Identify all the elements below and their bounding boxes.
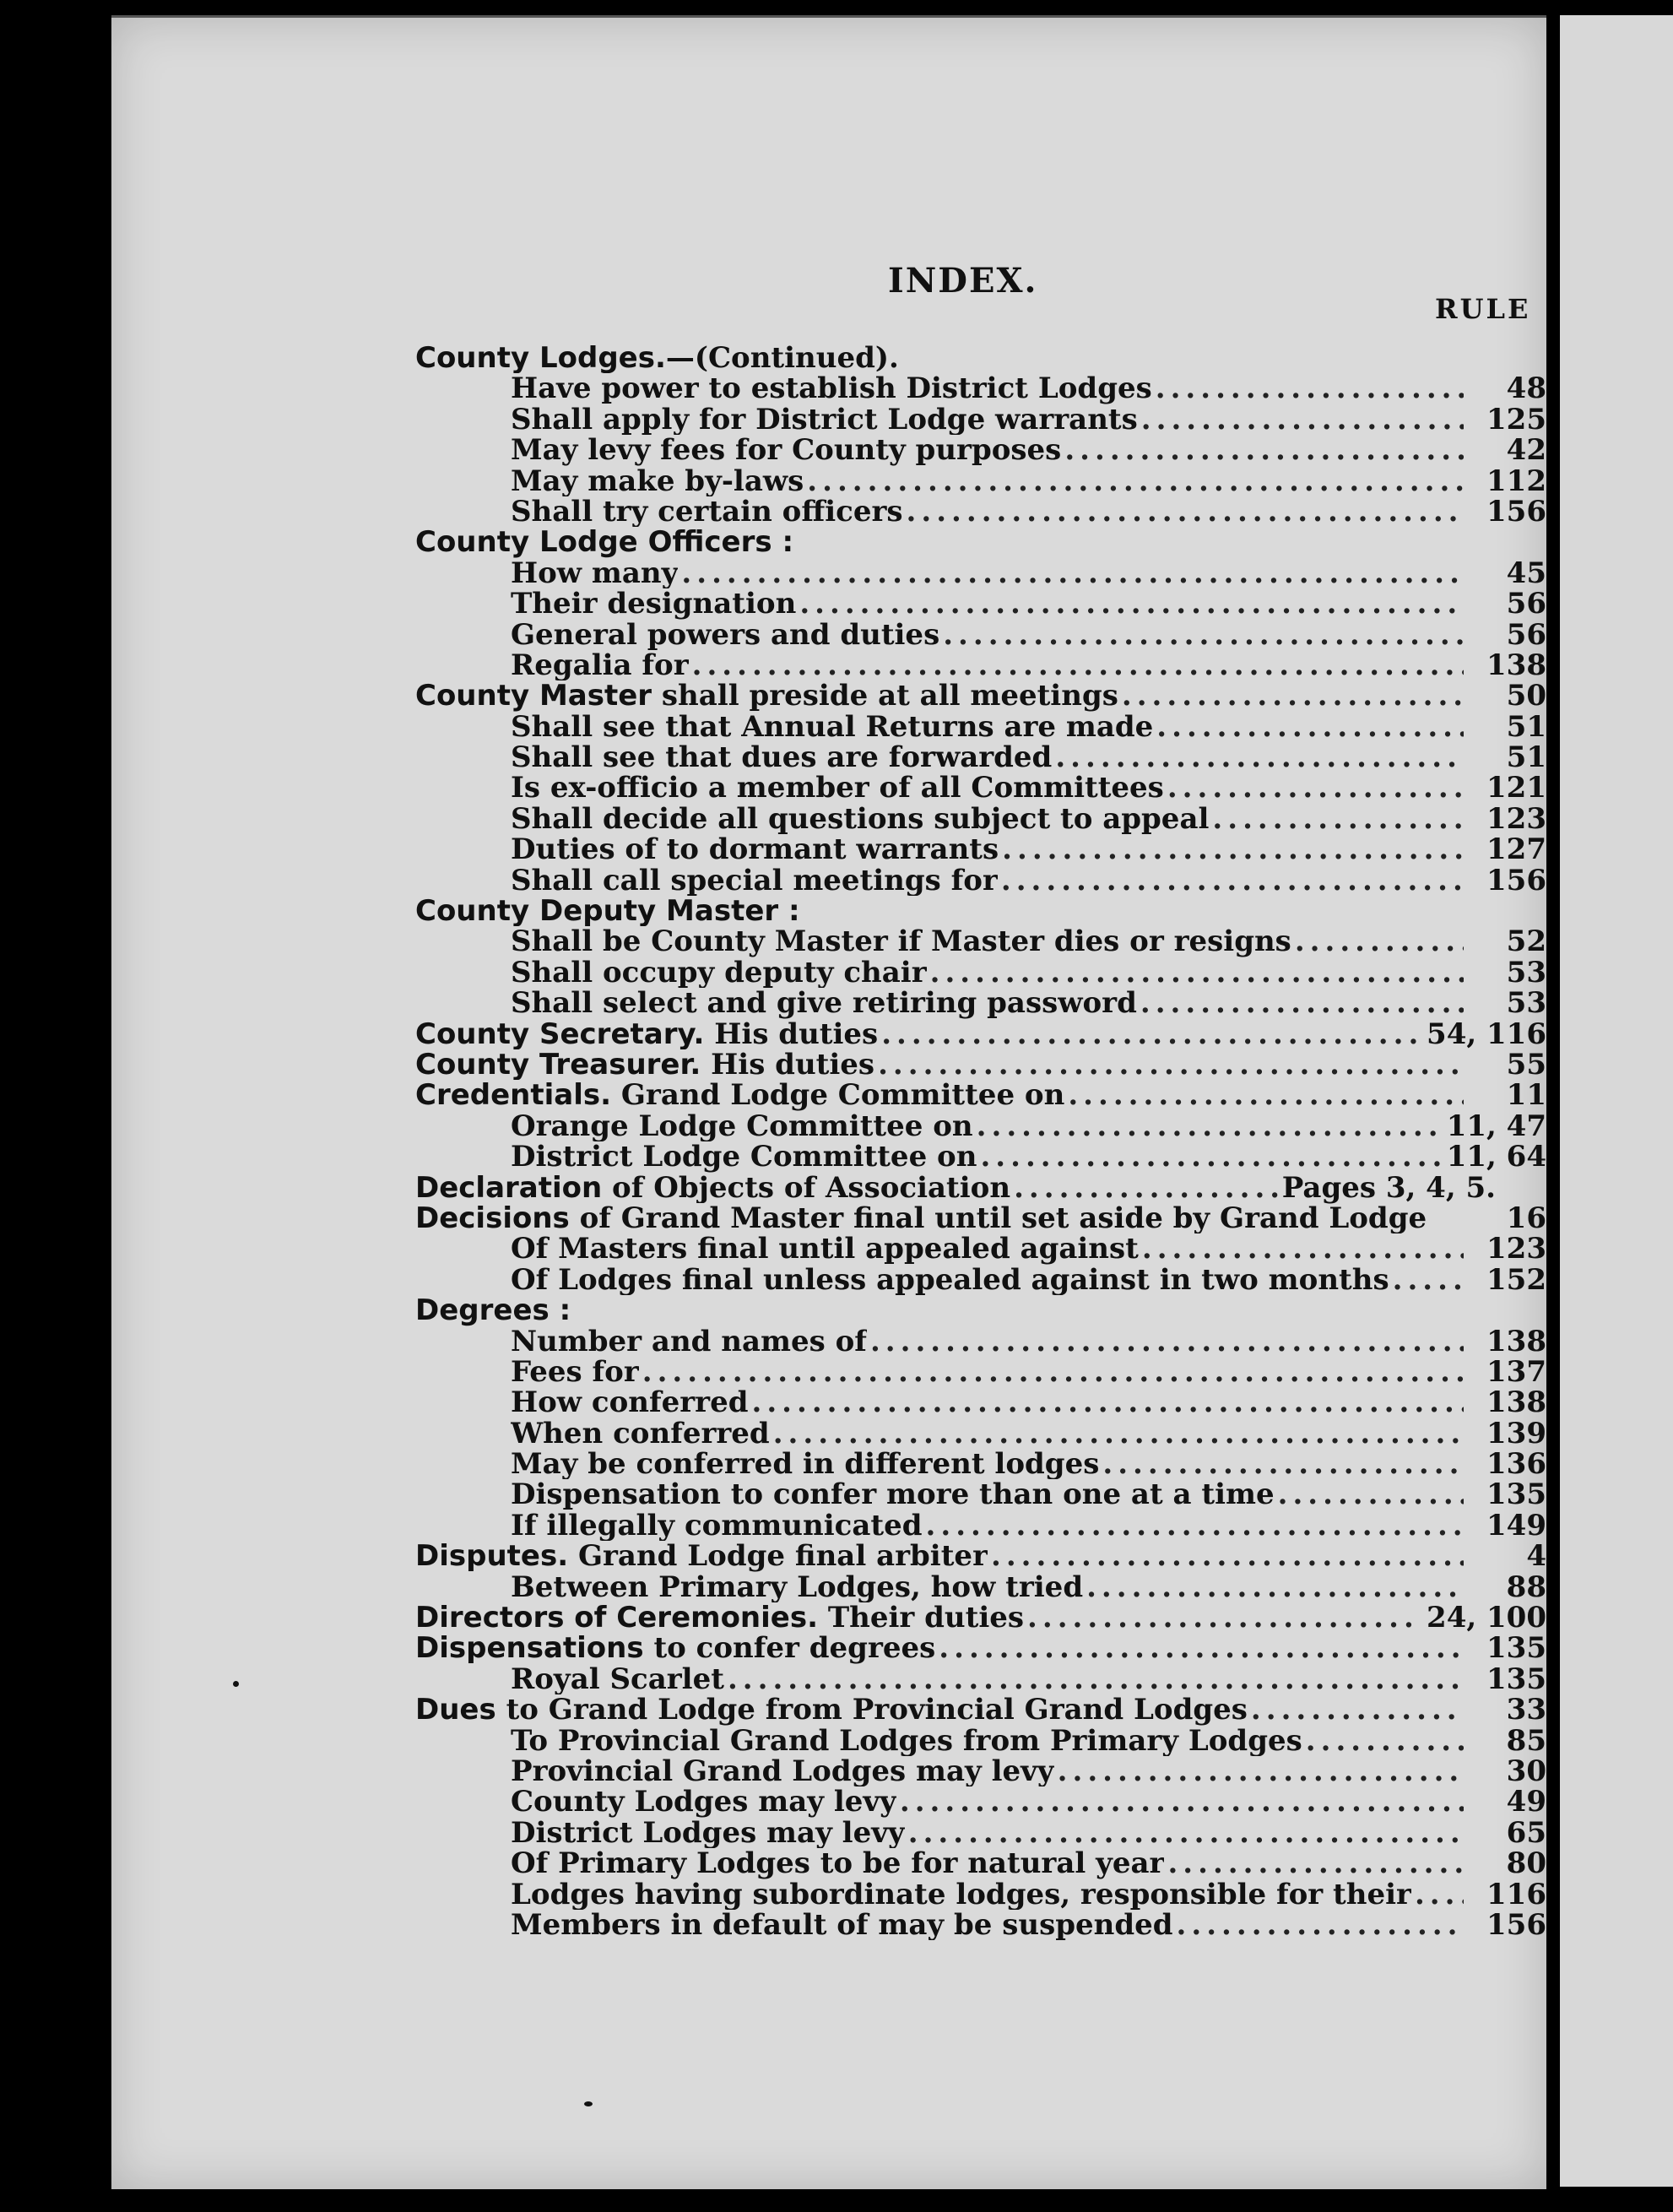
rule-number: 53 (1506, 986, 1546, 1021)
entry-text: Shall select and give retiring password (511, 988, 1137, 1019)
index-entry (415, 1479, 1546, 1510)
dot-leader (1061, 435, 1464, 465)
rule-number: 136 (1486, 1447, 1546, 1482)
entry-heading: County Lodge Officers : (415, 527, 794, 558)
dot-leader (1052, 742, 1464, 773)
dot-leader (804, 466, 1464, 496)
entry-text: —(Continued). (665, 343, 899, 374)
index-entry (415, 1326, 1546, 1357)
dot-leader (770, 1418, 1464, 1449)
entry-text: County Lodges may levy (511, 1786, 896, 1818)
rule-number: 156 (1486, 1907, 1546, 1942)
index-entry (415, 1019, 1546, 1049)
entry-text: shall preside at all meetings (652, 680, 1118, 712)
entry-text: to confer degrees (643, 1633, 936, 1664)
ink-speck (233, 1681, 239, 1687)
entry-text: His duties (704, 1018, 879, 1049)
dot-leader (1152, 373, 1464, 404)
index-entry (415, 527, 1546, 557)
scanned-page (111, 15, 1546, 2189)
rule-number: 56 (1506, 617, 1546, 652)
dot-leader (1275, 1479, 1464, 1510)
rule-number: 11 (1506, 1078, 1546, 1113)
entry-heading: Declaration (415, 1172, 603, 1203)
entry-text: Number and names of (511, 1326, 867, 1357)
dot-leader (998, 865, 1464, 896)
rule-number: 51 (1506, 709, 1546, 744)
index-entry (415, 1295, 1546, 1326)
index-entry (415, 926, 1546, 957)
dot-leader (896, 1786, 1464, 1817)
index-entry (415, 1631, 1546, 1666)
index-entry (415, 1049, 1546, 1080)
rule-number: 51 (1506, 740, 1546, 775)
entry-heading: Directors of Ceremonies. (415, 1602, 818, 1634)
entry-text: Orange Lodge Committee on (511, 1110, 973, 1142)
index-entry (415, 433, 1546, 468)
dot-leader (1064, 1080, 1464, 1110)
index-entry (415, 1141, 1546, 1172)
entry-text: May be conferred in different lodges (511, 1449, 1100, 1480)
index-entry (415, 558, 1546, 588)
dot-leader (1010, 1173, 1282, 1203)
dot-leader (977, 1141, 1439, 1172)
entry-heading: Credentials. (415, 1080, 612, 1111)
entry-text: To Provincial Grand Lodges from Primary Lodges (511, 1725, 1302, 1756)
entry-text: If illegally communicated (511, 1510, 923, 1542)
entry-text: His duties (701, 1049, 875, 1081)
dot-leader (923, 1510, 1464, 1541)
entry-text: May make by-laws (511, 465, 804, 496)
index-entry (415, 1786, 1546, 1817)
index-entry (415, 1539, 1546, 1574)
entry-text: Shall call special meetings for (511, 865, 998, 897)
index-entry (415, 1447, 1546, 1482)
index-entry (415, 801, 1546, 836)
entry-text: Shall apply for District Lodge warrants (511, 404, 1138, 436)
rule-number: 156 (1486, 863, 1546, 897)
rule-number: 127 (1486, 832, 1546, 867)
rule-number: 30 (1506, 1754, 1546, 1788)
entry-text: Shall see that Annual Returns are made (511, 711, 1154, 743)
entry-heading: County Lodges. (415, 343, 666, 374)
index-entry (415, 1233, 1546, 1264)
index-entry (415, 466, 1546, 496)
entry-text: Shall see that dues are forwarded (511, 742, 1053, 773)
entry-text: Is ex-officio a member of all Committees (511, 773, 1164, 804)
index-entry (415, 1815, 1546, 1850)
index-entry (415, 742, 1546, 773)
rule-number: 54, 116 (1427, 1017, 1546, 1051)
dot-leader (905, 1818, 1464, 1848)
index-entry (415, 1694, 1546, 1725)
rule-number: 138 (1486, 648, 1546, 682)
entry-text: Of Masters final until appealed against (511, 1233, 1139, 1265)
entry-text: Lodges having subordinate lodges, responsible for their (511, 1879, 1411, 1910)
dot-leader (1164, 1848, 1464, 1879)
index-entry (415, 404, 1546, 435)
rule-number: 152 (1486, 1262, 1546, 1297)
entry-heading: Decisions (415, 1202, 570, 1234)
entry-text: Shall occupy deputy chair (511, 957, 927, 989)
index-entry (415, 709, 1546, 744)
entry-text: General powers and duties (511, 619, 940, 650)
dot-leader (935, 1633, 1464, 1663)
entry-text: How many (511, 557, 679, 589)
rule-number: 149 (1486, 1508, 1546, 1542)
adjacent-page-edge (1560, 15, 1673, 2187)
index-entry (415, 650, 1546, 680)
index-entry (415, 1756, 1546, 1786)
entry-text: Regalia for (511, 649, 689, 681)
rule-number: 65 (1506, 1815, 1546, 1850)
entry-heading: Disputes. (415, 1541, 569, 1572)
entry-text: Of Primary Lodges to be for natural year (511, 1848, 1165, 1879)
dot-leader (1173, 1910, 1464, 1940)
entry-text: to Grand Lodge from Provincial Grand Lodges (495, 1694, 1248, 1726)
rule-number: 125 (1486, 402, 1546, 436)
rule-number: 55 (1506, 1047, 1546, 1082)
index-entry (415, 773, 1546, 803)
rule-number: 135 (1486, 1662, 1546, 1696)
entry-text: Shall be County Master if Master dies or resigns (511, 926, 1291, 957)
dot-leader (1054, 1756, 1464, 1786)
index-entry (415, 1848, 1546, 1879)
entry-text: Grand Lodge Committee on (611, 1080, 1065, 1111)
page-reference: Pages 3, 4, 5. (1281, 1170, 1496, 1205)
entry-text: of Objects of Association (602, 1172, 1011, 1203)
dot-leader (973, 1111, 1440, 1141)
index-entry (415, 343, 1546, 373)
dot-leader (1164, 773, 1464, 803)
rule-number: 16 (1506, 1201, 1546, 1235)
entry-text: Their duties (818, 1602, 1025, 1634)
index-entry (415, 834, 1546, 865)
entry-text: District Lodge Committee on (511, 1141, 977, 1173)
dot-leader (878, 1019, 1420, 1049)
page-gutter (1550, 15, 1560, 2187)
dot-leader (1291, 926, 1464, 957)
entry-heading: County Treasurer. (415, 1049, 701, 1081)
entry-text: Members in default of may be suspended (511, 1909, 1173, 1941)
index-list (415, 343, 1546, 1940)
rule-number: 156 (1486, 494, 1546, 529)
rule-number: 11, 64 (1446, 1140, 1546, 1174)
index-entry (415, 865, 1546, 896)
index-entry (415, 986, 1546, 1021)
dot-leader (1248, 1694, 1464, 1725)
entry-heading: County Secretary. (415, 1018, 705, 1049)
rule-number: 138 (1486, 1385, 1546, 1420)
index-entry (415, 1111, 1546, 1141)
rule-number: 50 (1506, 679, 1546, 713)
index-entry (415, 1664, 1546, 1694)
rule-number: 138 (1486, 1324, 1546, 1358)
rule-number: 88 (1506, 1570, 1546, 1604)
index-entry (415, 680, 1546, 711)
rule-number: 56 (1506, 587, 1546, 621)
rule-number: 137 (1486, 1354, 1546, 1389)
rule-number: 116 (1486, 1877, 1546, 1911)
dot-leader (1138, 404, 1464, 435)
rule-number: 121 (1486, 771, 1546, 805)
rule-number: 33 (1506, 1693, 1546, 1727)
dot-leader (678, 558, 1464, 588)
page-title: INDEX. (888, 261, 1038, 301)
rule-number: 11, 47 (1446, 1109, 1546, 1143)
index-entry (415, 1907, 1546, 1942)
dot-leader (689, 650, 1464, 680)
index-entry (415, 1387, 1546, 1418)
dot-leader (639, 1357, 1464, 1387)
entry-text: Provincial Grand Lodges may levy (511, 1755, 1054, 1787)
entry-heading: Dues (415, 1694, 496, 1726)
dot-leader (927, 957, 1464, 988)
entry-text: Shall try certain officers (511, 496, 903, 528)
entry-heading: Dispensations (415, 1633, 644, 1664)
rule-number: 24, 100 (1427, 1601, 1546, 1635)
index-entry (415, 1170, 1546, 1205)
rule-number: 4 (1526, 1539, 1546, 1574)
rule-number: 45 (1506, 556, 1546, 590)
index-entry (415, 1262, 1546, 1297)
entry-text: Of Lodges final unless appealed against in two months (511, 1264, 1389, 1296)
index-entry (415, 1354, 1546, 1389)
entry-text: Grand Lodge final arbiter (568, 1541, 988, 1572)
entry-text: How conferred (511, 1387, 749, 1418)
dot-leader (939, 620, 1464, 650)
entry-text: Dispensation to confer more than one at a time (511, 1479, 1275, 1510)
dot-leader (1083, 1572, 1464, 1602)
dot-leader (1302, 1726, 1464, 1756)
rule-number: 85 (1506, 1723, 1546, 1758)
rule-number: 112 (1486, 464, 1546, 498)
index-entry (415, 1879, 1546, 1910)
dot-leader (1389, 1265, 1464, 1295)
entry-text: May levy fees for County purposes (511, 435, 1062, 466)
entry-heading: County Master (415, 680, 652, 712)
ink-speck (584, 2101, 593, 2106)
entry-heading: Degrees : (415, 1295, 571, 1326)
index-entry (415, 1078, 1546, 1113)
entry-text: Their designation (511, 588, 797, 620)
rule-number: 123 (1486, 801, 1546, 836)
index-entry (415, 588, 1546, 619)
entry-text: Have power to establish District Lodges (511, 373, 1152, 404)
dot-leader (724, 1664, 1464, 1694)
dot-leader (988, 1541, 1464, 1571)
index-entry (415, 496, 1546, 527)
index-entry (415, 1510, 1546, 1541)
index-entry (415, 1572, 1546, 1602)
rule-number: 53 (1506, 955, 1546, 989)
dot-leader (1024, 1602, 1420, 1633)
dot-leader (874, 1049, 1464, 1080)
dot-leader (1411, 1879, 1464, 1910)
index-entry (415, 957, 1546, 988)
rule-number: 123 (1486, 1232, 1546, 1266)
entry-heading: County Deputy Master : (415, 896, 800, 927)
dot-leader (1153, 712, 1464, 742)
rule-number: 80 (1506, 1846, 1546, 1881)
index-entry (415, 617, 1546, 652)
entry-text: Shall decide all questions subject to appeal (511, 803, 1210, 835)
rule-number: 135 (1486, 1477, 1546, 1512)
dot-leader (796, 588, 1464, 619)
entry-text: Duties of to dormant warrants (511, 834, 999, 865)
index-entry (415, 1602, 1546, 1633)
entry-text: Fees for (511, 1356, 639, 1388)
dot-leader (1118, 680, 1464, 711)
dot-leader (1137, 988, 1464, 1018)
index-entry (415, 373, 1546, 404)
rule-number: 139 (1486, 1416, 1546, 1450)
rule-number: 52 (1506, 924, 1546, 959)
index-entry (415, 1418, 1546, 1449)
dot-leader (903, 496, 1464, 527)
dot-leader (1209, 804, 1464, 834)
dot-leader (867, 1326, 1464, 1357)
index-entry (415, 896, 1546, 926)
entry-text: of Grand Master final until set aside by Grand Lodge (569, 1202, 1427, 1234)
entry-text: District Lodges may levy (511, 1817, 905, 1849)
dot-leader (749, 1387, 1465, 1418)
dot-leader (999, 834, 1464, 865)
rule-number: 48 (1506, 371, 1546, 406)
dot-leader (1099, 1449, 1464, 1479)
entry-text: Royal Scarlet (511, 1663, 724, 1695)
rule-number: 135 (1486, 1631, 1546, 1666)
index-entry (415, 1723, 1546, 1758)
entry-text: Between Primary Lodges, how tried (511, 1571, 1084, 1603)
rule-number: 42 (1506, 433, 1546, 468)
rule-column-header: RULE (1435, 293, 1531, 325)
entry-text: When conferred (511, 1418, 770, 1450)
dot-leader (1139, 1233, 1464, 1264)
rule-number: 49 (1506, 1785, 1546, 1819)
index-entry (415, 1203, 1546, 1233)
